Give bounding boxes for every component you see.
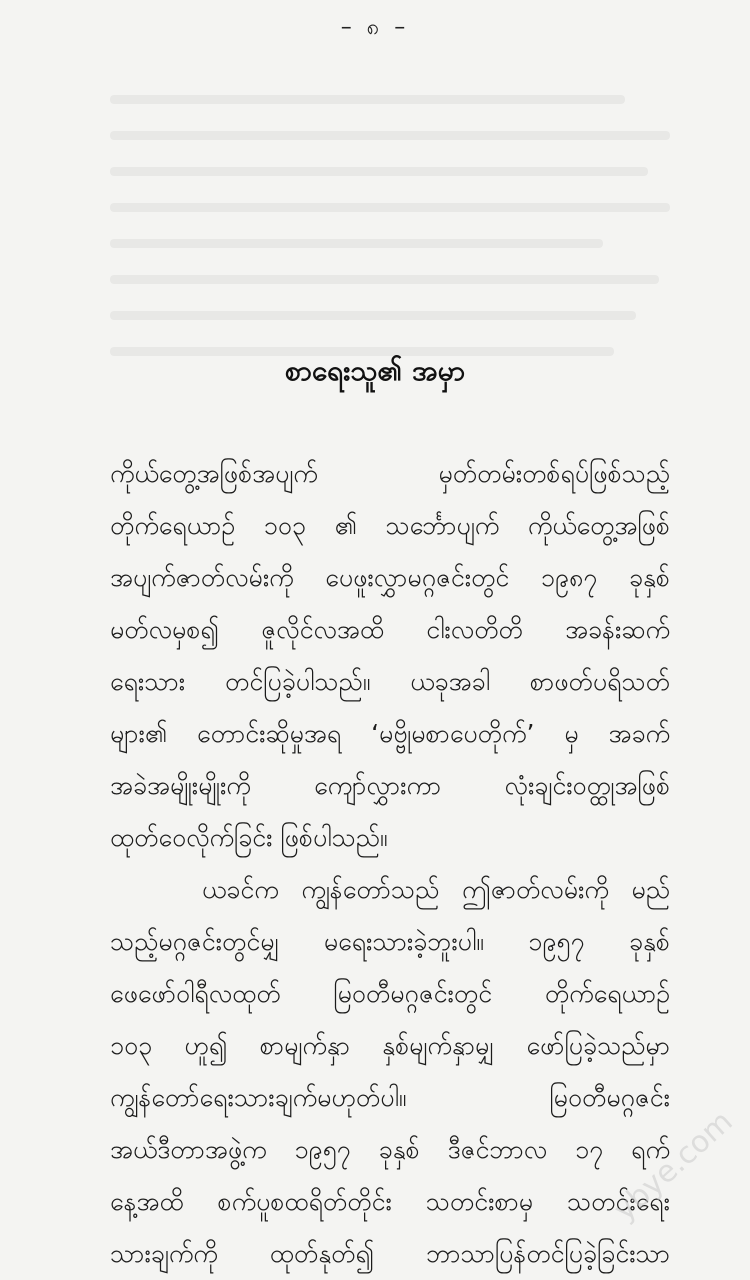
text-line: သားချက်ကို ထုတ်နုတ်၍ ဘာသာပြန်တင်ပြခဲ့ခြင်းသာ xyxy=(110,1239,670,1268)
text-line: ထုတ်ဝေလိုက်ခြင်း ဖြစ်ပါသည်။ xyxy=(110,823,388,852)
text-line: နေ့အထိ စက်ပူစထရိတ်တိုင်း သတင်းစာမှ သတင်းရေး xyxy=(110,1187,670,1216)
text-line: တိုက်ရေယာဉ် ၁၀၃ ၏ သင်္ဘောပျက် ကိုယ်တွေ့အဖြစ် xyxy=(110,511,670,540)
chapter-title: စာရေးသူ၏ အမှာ xyxy=(284,354,466,387)
text-line: သည့်မဂ္ဂဇင်းတွင်မျှ မရေးသားခဲ့ဘူးပါ။ ၁၉၅၇ ခုနှစ် xyxy=(110,927,670,956)
text-line: များ၏ တောင်းဆိုမှုအရ ‘မဗ္ဗိုမစာပေတိုက်’ မှ အခက် xyxy=(110,719,670,748)
watermark: ybye.com xyxy=(607,1103,740,1229)
text-line: ဖေဖော်ဝါရီလထုတ် မြဝတီမဂ္ဂဇင်းတွင် တိုက်ရေယာဉ် xyxy=(110,979,670,1008)
text-line: အပျက်ဇာတ်လမ်းကို ပေဖူးလွှာမဂ္ဂဇင်းတွင် ၁၉၈၇ ခုနှစ် xyxy=(110,563,670,592)
text-line: ရေးသား တင်ပြခဲ့ပါသည်။ ယခုအခါ စာဖတ်ပရိသတ် xyxy=(110,667,670,696)
text-line: အခဲအမျိုးမျိုးကို ကျော်လွှားကာ လုံးချင်းဝတ္ထုအဖြစ် xyxy=(110,771,670,800)
text-line: ယခင်က ကျွန်တော်သည် ဤဇာတ်လမ်းကို မည် xyxy=(202,875,670,904)
text-line: ကျွန်တော်ရေးသားချက်မဟုတ်ပါ။ မြဝတီမဂ္ဂဇင်း xyxy=(110,1083,670,1112)
paragraph-1 xyxy=(110,448,670,864)
text-line: ၁၀၃ ဟူ၍ စာမျက်နှာ နှစ်မျက်နှာမျှ ဖော်ပြခဲ့သည်မှာ xyxy=(110,1031,670,1060)
text-line: ကိုယ်တွေ့အဖြစ်အပျက် မှတ်တမ်းတစ်ရပ်ဖြစ်သည့် xyxy=(110,459,670,488)
page-number: – ၈ – xyxy=(340,15,410,40)
text-line: မတ်လမှစ၍ ဇူလိုင်လအထိ ငါးလတိတိ အခန်းဆက် xyxy=(110,615,670,644)
body-text xyxy=(110,448,670,1280)
text-line: အယ်ဒီတာအဖွဲ့က ၁၉၅၇ ခုနှစ် ဒီဇင်ဘာလ ၁၇ ရက် xyxy=(110,1135,670,1164)
paragraph-2 xyxy=(110,864,670,1280)
